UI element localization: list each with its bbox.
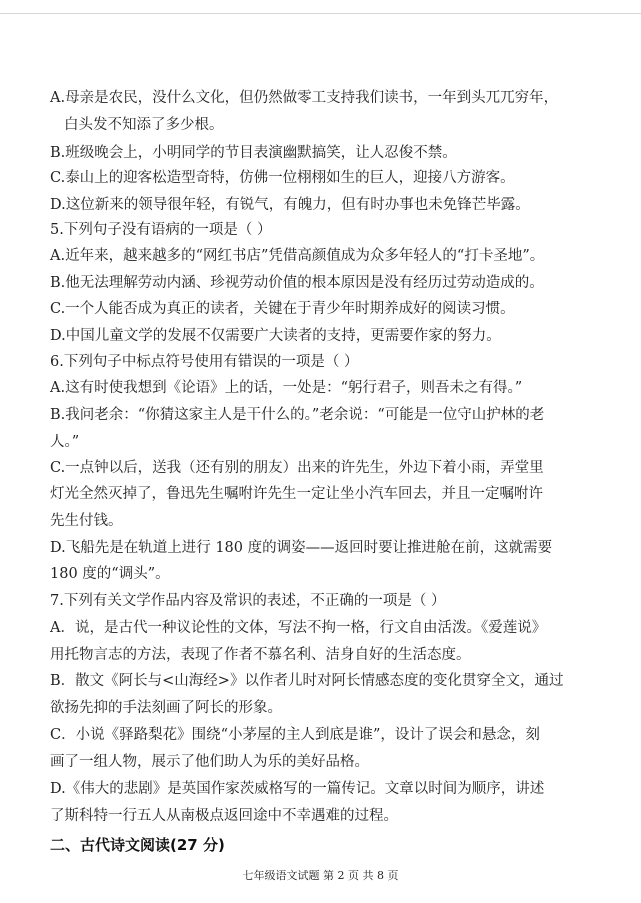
section-title: 二、古代诗文阅读(27 分) — [50, 836, 225, 854]
q7-option-c-line1: C．小说《驿路梨花》围绕“小茅屋的主人到底是谁”，设计了误会和悬念，刻 — [50, 727, 540, 743]
q7-option-a-line2: 用托物言志的方法，表现了作者不慕名利、洁身自好的生活态度。 — [50, 647, 471, 663]
q6-option-b-line2: 人。” — [50, 434, 80, 450]
q5-option-a: A.近年来，越来越多的“网红书店”凭借高颜值成为众多年轻人的“打卡圣地”。 — [50, 248, 545, 264]
q6-option-a: A.这有时使我想到《论语》上的话，一处是：“躬行君子，则吾未之有得。” — [50, 380, 523, 396]
q7-option-b-line1: B．散文《阿长与<山海经>》以作者儿时对阿长情感态度的变化贯穿全文，通过 — [50, 673, 564, 689]
q4-option-b: B.班级晚会上，小明同学的节目表演幽默搞笑，让人忍俊不禁。 — [50, 145, 457, 161]
question-6: 6.下列句子中标点符号使用有错误的一项是（ ） — [50, 354, 359, 370]
q4-option-c: C.泰山上的迎客松造型奇特，仿佛一位栩栩如生的巨人，迎接八方游客。 — [50, 170, 515, 186]
q7-option-d-line1: D.《伟大的悲剧》是英国作家茨威格写的一篇传记。文章以时间为顺序，讲述 — [50, 781, 545, 797]
q6-option-b-line1: B.我问老余：“你猜这家主人是干什么的。”老余说：“可能是一位守山护林的老 — [50, 407, 545, 423]
top-divider — [0, 13, 641, 14]
q6-option-d-line1: D.飞船先是在轨道上进行 180 度的调姿——返回时要让推进舱在前，这就需要 — [50, 540, 553, 556]
q7-option-b-line2: 欲扬先抑的手法刻画了阿长的形象。 — [50, 700, 282, 716]
q5-option-b: B.他无法理解劳动内涵、珍视劳动价值的根本原因是没有经历过劳动造成的。 — [50, 275, 544, 291]
q7-option-c-line2: 画了一组人物，展示了他们助人为乐的美好品格。 — [50, 754, 369, 770]
q7-option-d-line2: 了斯科特一行五人从南极点返回途中不幸遇难的过程。 — [50, 808, 398, 824]
q4-option-a-line2: 白头发不知添了多少根。 — [64, 117, 224, 133]
q6-option-c-line2: 灯光全然灭掉了，鲁迅先生嘱咐许先生一定让坐小汽车回去，并且一定嘱咐许 — [50, 486, 543, 502]
q5-option-c: C.一个人能否成为真正的读者，关键在于青少年时期养成好的阅读习惯。 — [50, 301, 515, 317]
q4-option-d: D.这位新来的领导很年轻，有锐气，有魄力，但有时办事也未免锋芒毕露。 — [50, 197, 530, 213]
question-5: 5.下列句子没有语病的一项是（ ） — [50, 222, 272, 238]
q7-option-a-line1: A．说，是古代一种议论性的文体，写法不拘一格，行文自由活泼。《爱莲说》 — [50, 620, 547, 636]
q4-option-a-line1: A.母亲是农民，没什么文化，但仍然做零工支持我们读书，一年到头兀兀穷年， — [50, 90, 559, 106]
q5-option-d: D.中国儿童文学的发展不仅需要广大读者的支持，更需要作家的努力。 — [50, 328, 501, 344]
page-footer: 七年级语文试题 第 2 页 共 8 页 — [242, 869, 399, 882]
q6-option-c-line3: 先生付钱。 — [50, 513, 123, 529]
question-7: 7.下列有关文学作品内容及常识的表述，不正确的一项是（ ） — [50, 593, 446, 609]
q6-option-d-line2: 180 度的“调头”。 — [50, 566, 170, 582]
q6-option-c-line1: C.一点钟以后，送我（还有别的朋友）出来的许先生，外边下着小雨，弄堂里 — [50, 460, 544, 476]
